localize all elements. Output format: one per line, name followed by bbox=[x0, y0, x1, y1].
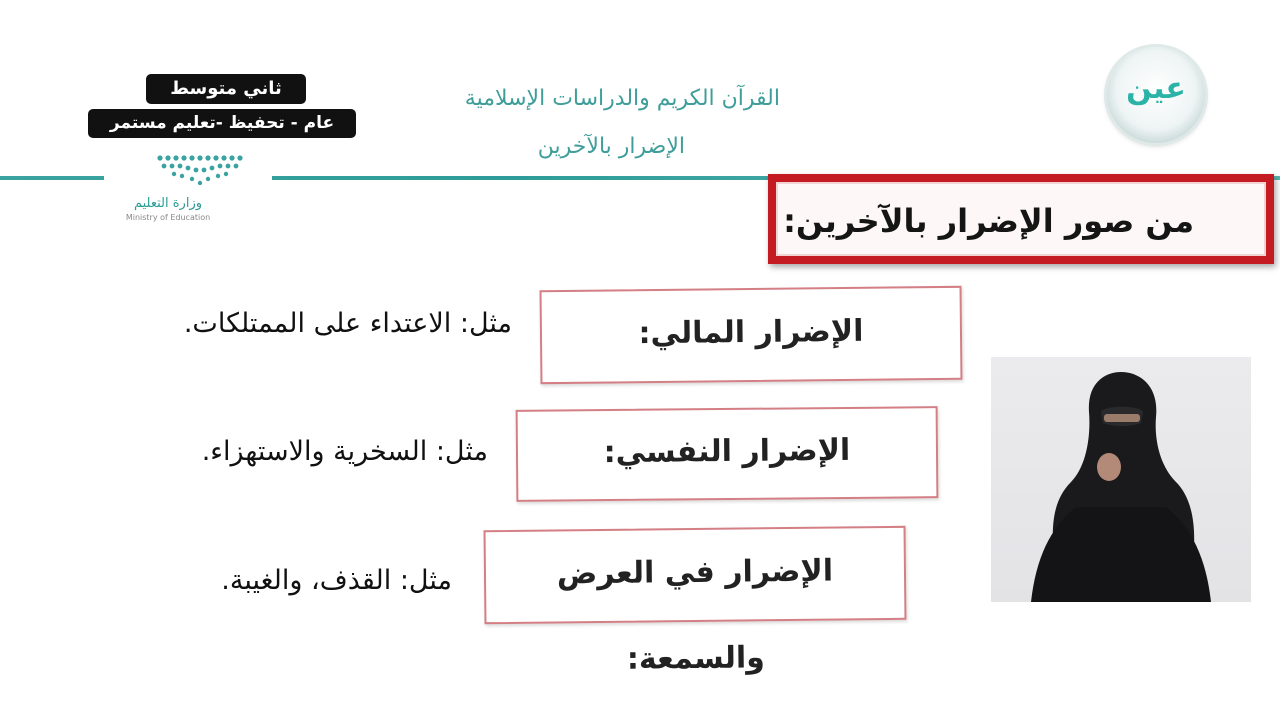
interpreter-figure-icon bbox=[991, 357, 1251, 602]
harm-type-card: الإضرار في العرض والسمعة: bbox=[484, 526, 907, 624]
ministry-emblem-icon bbox=[108, 150, 248, 196]
section-banner bbox=[768, 174, 1274, 264]
ministry-logo bbox=[108, 150, 248, 230]
banner-title: من صور الإضرار بالآخرين: bbox=[783, 202, 1194, 240]
track-label: عام - تحفيظ -تعليم مستمر bbox=[88, 109, 356, 138]
subject-title: القرآن الكريم والدراسات الإسلامية bbox=[464, 86, 780, 111]
ministry-name-ar: وزارة التعليم bbox=[133, 196, 203, 211]
harm-type-card: الإضرار المالي: bbox=[540, 286, 963, 384]
channel-logo-text: عين bbox=[1126, 71, 1186, 106]
sign-language-interpreter-video bbox=[991, 357, 1251, 602]
lesson-title: الإضرار بالآخرين bbox=[537, 134, 685, 159]
harm-example: مثل: الاعتداء على الممتلكات. bbox=[183, 308, 512, 339]
harm-type-card: الإضرار النفسي: bbox=[516, 406, 939, 502]
harm-example: مثل: القذف، والغيبة. bbox=[221, 565, 452, 596]
grade-label: ثاني متوسط bbox=[146, 74, 306, 104]
channel-logo bbox=[1107, 47, 1205, 143]
harm-example: مثل: السخرية والاستهزاء. bbox=[201, 436, 488, 467]
ministry-name-en: Ministry of Education bbox=[125, 213, 211, 222]
